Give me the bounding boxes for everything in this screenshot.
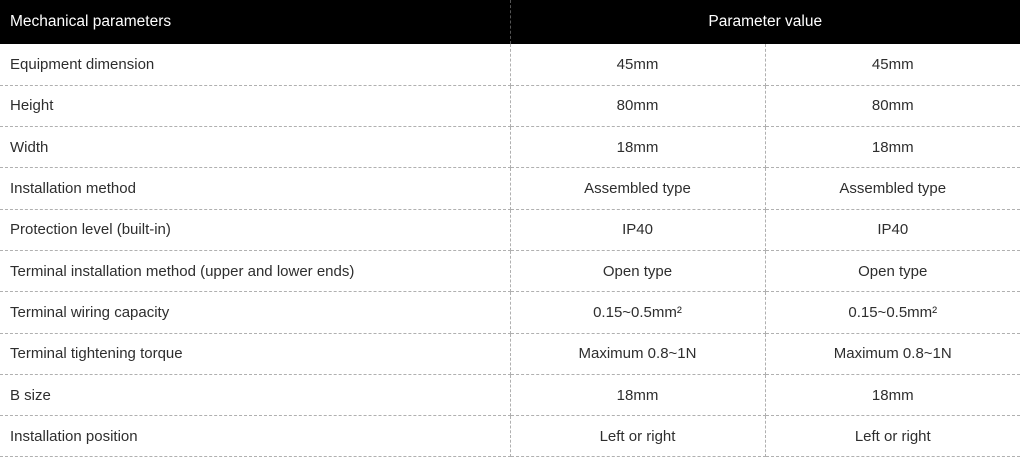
parameter-value-b: Open type bbox=[765, 250, 1020, 291]
parameter-value-b: 0.15~0.5mm² bbox=[765, 292, 1020, 333]
parameter-name: Terminal tightening torque bbox=[0, 333, 510, 374]
parameter-value-a: Left or right bbox=[510, 416, 765, 457]
parameter-name: B size bbox=[0, 374, 510, 415]
parameter-name: Installation method bbox=[0, 168, 510, 209]
parameter-value-b: 18mm bbox=[765, 374, 1020, 415]
parameter-value-a: 45mm bbox=[510, 44, 765, 85]
table-row bbox=[0, 292, 1020, 333]
parameter-value-a: IP40 bbox=[510, 209, 765, 250]
parameter-value-a: 0.15~0.5mm² bbox=[510, 292, 765, 333]
table-body bbox=[0, 44, 1020, 457]
parameter-value-b: 18mm bbox=[765, 127, 1020, 168]
parameter-value-b: 80mm bbox=[765, 85, 1020, 126]
parameter-value-a: Maximum 0.8~1N bbox=[510, 333, 765, 374]
table-header bbox=[0, 0, 1020, 44]
parameter-name: Terminal wiring capacity bbox=[0, 292, 510, 333]
header-parameter-value: Parameter value bbox=[510, 0, 1020, 44]
parameter-value-b: Left or right bbox=[765, 416, 1020, 457]
table-row bbox=[0, 209, 1020, 250]
table-row bbox=[0, 44, 1020, 85]
parameter-name: Installation position bbox=[0, 416, 510, 457]
table-row bbox=[0, 85, 1020, 126]
parameter-value-a: Assembled type bbox=[510, 168, 765, 209]
parameter-name: Width bbox=[0, 127, 510, 168]
parameter-value-a: 18mm bbox=[510, 127, 765, 168]
header-row bbox=[0, 0, 1020, 44]
table-row bbox=[0, 416, 1020, 457]
parameter-name: Height bbox=[0, 85, 510, 126]
parameter-value-b: Maximum 0.8~1N bbox=[765, 333, 1020, 374]
parameter-value-b: Assembled type bbox=[765, 168, 1020, 209]
parameter-value-a: 18mm bbox=[510, 374, 765, 415]
table-row bbox=[0, 127, 1020, 168]
parameter-name: Protection level (built-in) bbox=[0, 209, 510, 250]
parameter-name: Terminal installation method (upper and lower ends) bbox=[0, 250, 510, 291]
parameter-name: Equipment dimension bbox=[0, 44, 510, 85]
parameter-value-a: 80mm bbox=[510, 85, 765, 126]
table-row bbox=[0, 333, 1020, 374]
parameter-value-b: IP40 bbox=[765, 209, 1020, 250]
table-row bbox=[0, 168, 1020, 209]
table-row bbox=[0, 374, 1020, 415]
parameter-value-a: Open type bbox=[510, 250, 765, 291]
parameter-value-b: 45mm bbox=[765, 44, 1020, 85]
table-row bbox=[0, 250, 1020, 291]
header-mechanical-parameters: Mechanical parameters bbox=[0, 0, 510, 44]
